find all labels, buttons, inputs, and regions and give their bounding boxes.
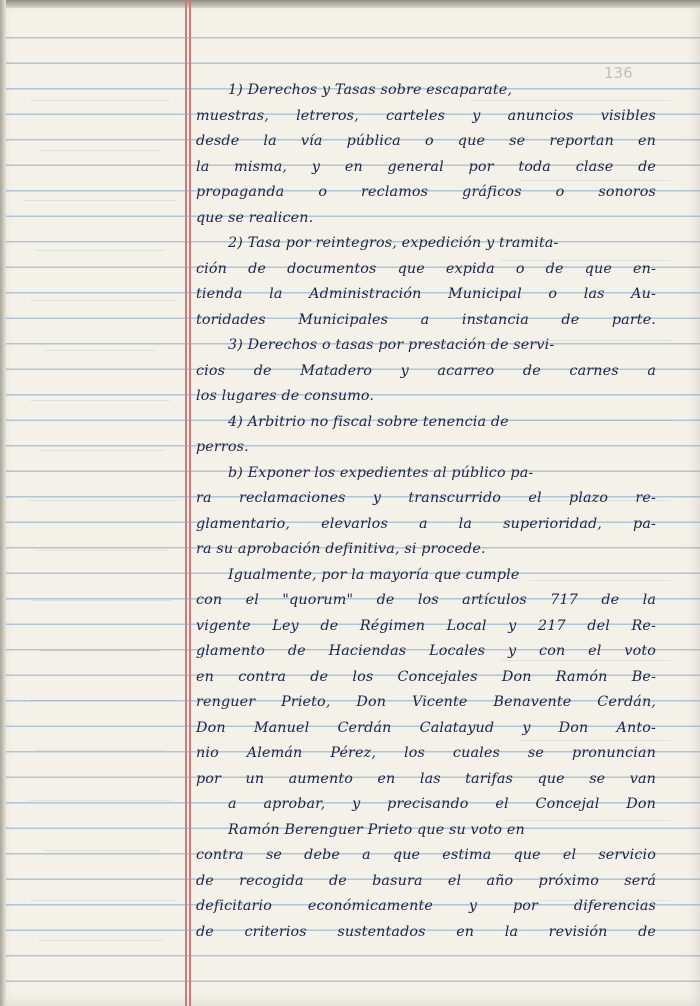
text-line: 3) Derechos o tasas por prestación de servi- [228, 337, 555, 353]
text-line: glamentario, elevarlos a la superioridad, pa- [196, 515, 656, 532]
text-line: perros. [196, 439, 249, 455]
text-line: glamento de Haciendas Locales y con el voto [196, 643, 656, 659]
text-line: nio Alemán Pérez, los cuales se pronuncian [196, 745, 656, 761]
text-line: deficitario económicamente y por diferencias [196, 898, 656, 914]
text-line: con el "quorum" de los artículos 717 de la [196, 592, 656, 608]
text-line: propaganda o reclamos gráficos o sonoros [196, 184, 656, 200]
text-line: los lugares de consumo. [196, 388, 375, 404]
text-line: contra se debe a que estima que el servicio [196, 847, 656, 863]
page-left-edge [0, 0, 6, 1006]
text-line: renguer Prieto, Don Vicente Benavente Cerdán, [196, 694, 656, 710]
text-line: a aprobar, y precisando el Concejal Don [228, 796, 656, 812]
text-line: tienda la Administración Municipal o las Au- [196, 286, 656, 302]
text-line: Don Manuel Cerdán Calatayud y Don Anto- [196, 719, 656, 736]
text-line: cios de Matadero y acarreo de carnes a [196, 362, 656, 379]
text-line: 4) Arbitrio no fiscal sobre tenencia de [228, 413, 509, 430]
text-line: en contra de los Concejales Don Ramón Be- [196, 668, 656, 685]
text-line: Igualmente, por la mayoría que cumple [228, 566, 520, 583]
text-line: ra reclamaciones y transcurrido el plazo re- [196, 490, 656, 506]
text-line: Ramón Berenguer Prieto que su voto en [228, 821, 525, 838]
text-line: de criterios sustentados en la revisión de [196, 923, 656, 940]
text-line: vigente Ley de Régimen Local y 217 del Re- [196, 617, 656, 634]
page-top-edge [0, 0, 700, 8]
margin-rule-left [185, 0, 187, 1006]
text-line: por un aumento en las tarifas que se van [196, 770, 656, 787]
text-line: 1) Derechos y Tasas sobre escaparate, [228, 82, 513, 98]
page-number: 136 [604, 64, 633, 82]
text-line: la misma, y en general por toda clase de [196, 158, 656, 175]
text-line: ción de documentos que expida o de que en- [196, 260, 656, 277]
handwritten-body [196, 78, 656, 945]
margin-rule-right [189, 0, 191, 1006]
text-line: toridades Municipales a instancia de parte. [196, 311, 656, 328]
text-line: ra su aprobación definitiva, si procede. [196, 541, 486, 557]
text-line: 2) Tasa por reintegros, expedición y tramita- [228, 235, 559, 251]
text-line: de recogida de basura el año próximo será [196, 872, 656, 889]
text-line: b) Exponer los expedientes al público pa- [228, 464, 534, 481]
text-line: muestras, letreros, carteles y anuncios visibles [196, 107, 656, 124]
text-line: que se realicen. [196, 209, 314, 226]
text-line: desde la vía pública o que se reportan en [196, 133, 656, 149]
